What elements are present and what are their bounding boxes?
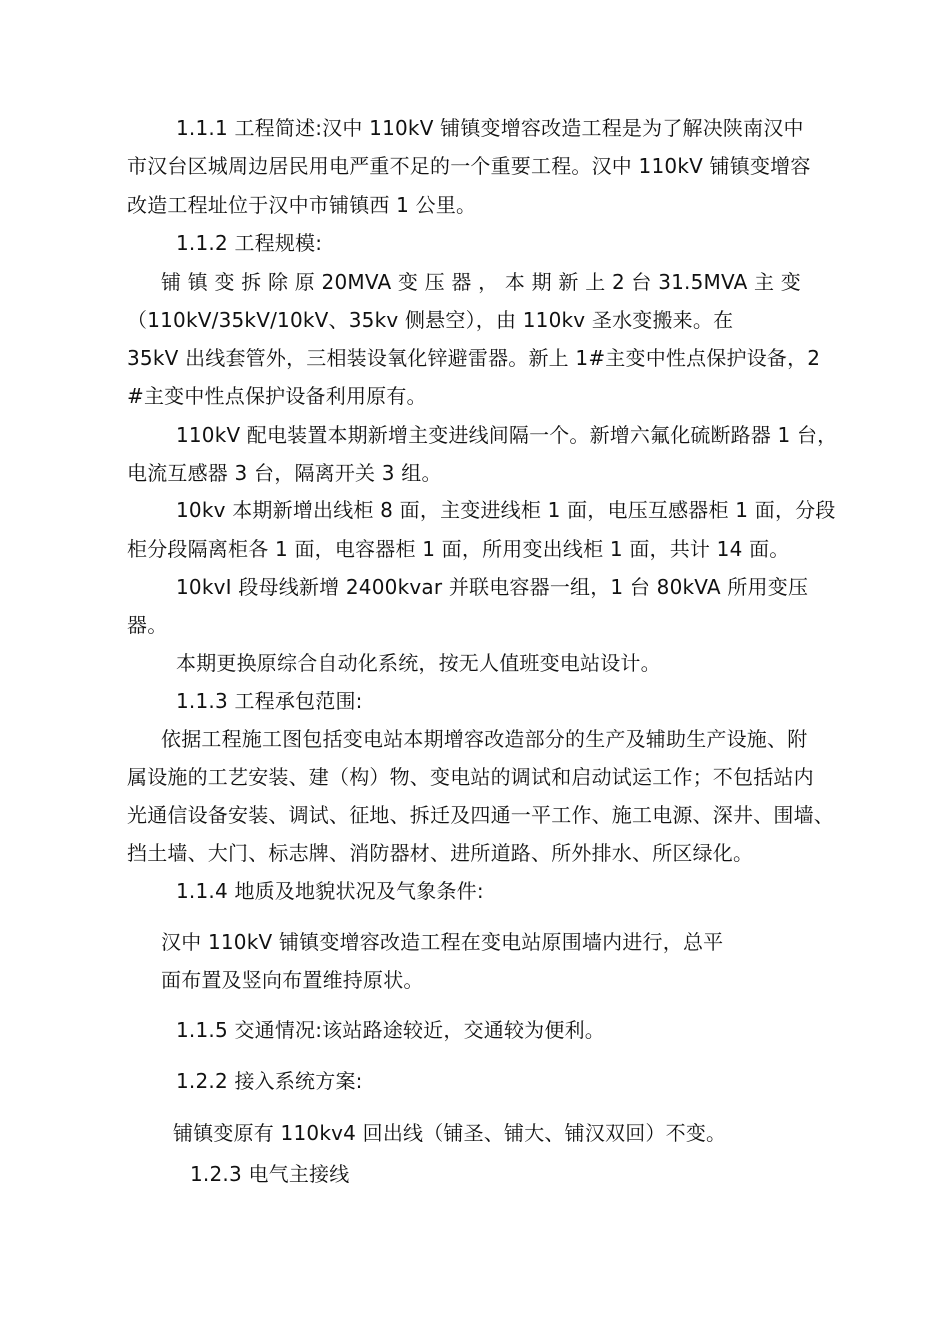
- text-line: 依据工程施工图包括变电站本期增容改造部分的生产及辅助生产设施、附: [161, 727, 808, 751]
- text-line: 1.1.2 工程规模:: [176, 231, 323, 255]
- text-line: 1.1.3 工程承包范围:: [176, 689, 363, 713]
- text-line: 1.1.1 工程简述:汉中 110kV 铺镇变增容改造工程是为了解决陕南汉中: [176, 116, 804, 140]
- text-line: 光通信设备安装、调试、征地、拆迁及四通一平工作、施工电源、深井、围墙、: [127, 803, 834, 827]
- text-line: 110kV 配电装置本期新增主变进线间隔一个。新增六氟化硫断路器 1 台，: [176, 423, 838, 447]
- text-line: （110kV/35kV/10kV、35kv 侧悬空），由 110kv 圣水变搬来。在: [127, 308, 734, 332]
- text-line: #主变中性点保护设备利用原有。: [127, 384, 427, 408]
- text-line: 1.2.2 接入系统方案:: [176, 1069, 363, 1093]
- text-line: 挡土墙、大门、标志牌、消防器材、进所道路、所外排水、所区绿化。: [127, 841, 754, 865]
- text-line: 市汉台区城周边居民用电严重不足的一个重要工程。汉中 110kV 铺镇变增容: [127, 154, 811, 178]
- text-line: 柜分段隔离柜各 1 面，电容器柜 1 面，所用变出线柜 1 面，共计 14 面。: [127, 537, 790, 561]
- text-line: 铺镇变原有 110kv4 回出线（铺圣、铺大、铺汉双回）不变。: [173, 1121, 727, 1145]
- text-line: 1.2.3 电气主接线: [190, 1162, 350, 1186]
- text-line: 本期更换原综合自动化系统，按无人值班变电站设计。: [176, 651, 661, 675]
- text-line: 改造工程址位于汉中市铺镇西 1 公里。: [127, 193, 477, 217]
- text-line: 1.1.4 地质及地貌状况及气象条件:: [176, 879, 484, 903]
- text-line: 铺 镇 变 拆 除 原 20MVA 变 压 器 ， 本 期 新 上 2 台 31.5MVA 主 变: [161, 270, 801, 294]
- text-line: 35kV 出线套管外，三相装设氧化锌避雷器。新上 1#主变中性点保护设备，2: [127, 346, 821, 370]
- text-line: 10kvI 段母线新增 2400kvar 并联电容器一组，1 台 80kVA 所用变压: [176, 575, 809, 599]
- text-line: 属设施的工艺安装、建（构）物、变电站的调试和启动试运工作；不包括站内: [127, 765, 814, 789]
- text-line: 汉中 110kV 铺镇变增容改造工程在变电站原围墙内进行，总平: [161, 930, 724, 954]
- text-line: 面布置及竖向布置维持原状。: [161, 968, 424, 992]
- text-line: 电流互感器 3 台，隔离开关 3 组。: [127, 461, 442, 485]
- text-line: 1.1.5 交通情况:该站路途较近，交通较为便利。: [176, 1018, 605, 1042]
- text-line: 器。: [127, 613, 168, 637]
- text-line: 10kv 本期新增出线柜 8 面，主变进线柜 1 面，电压互感器柜 1 面，分段: [176, 498, 836, 522]
